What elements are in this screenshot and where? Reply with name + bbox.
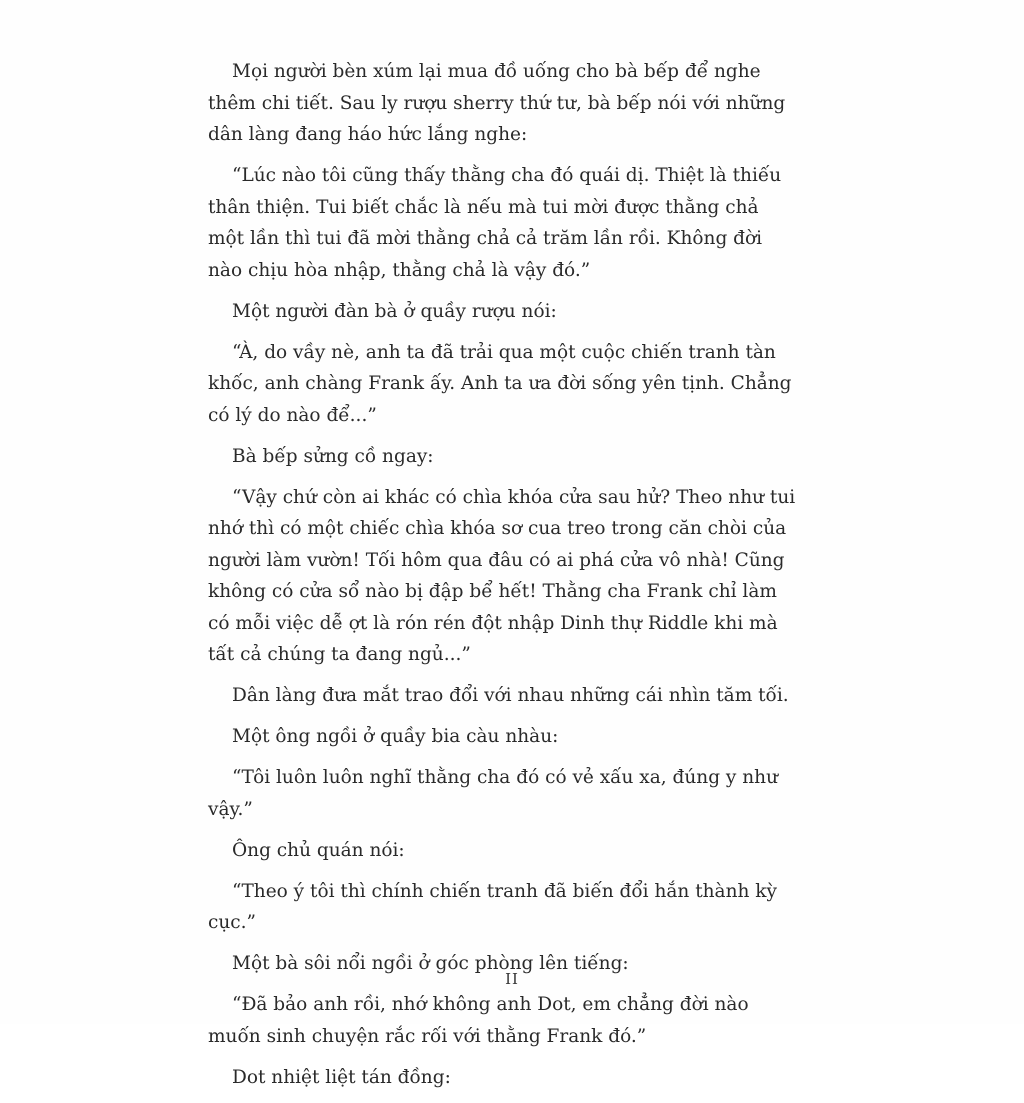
paragraph: Một bà sôi nổi ngồi ở góc phòng lên tiếng: <box>232 953 629 974</box>
paragraph: Một người đàn bà ở quầy rượu nói: <box>232 300 557 322</box>
paragraph: Dot nhiệt liệt tán đồng: <box>232 1066 451 1088</box>
paragraph: “Đã bảo anh rồi, nhớ không anh Dot, em chẳng đời nào muốn sinh chuyện rắc rối với thằng Frank đó.” <box>208 994 749 1047</box>
paragraph: “Theo ý tôi thì chính chiến tranh đã biến đổi hắn thành kỳ cục.” <box>208 880 777 933</box>
paragraph: “À, do vầy nè, anh ta đã trải qua một cuộc chiến tranh tàn khốc, anh chàng Frank ấy. Anh ta ưa đời sống yên tịnh. Chẳng có lý do nào để...” <box>208 341 792 426</box>
paragraph: “Tôi luôn luôn nghĩ thằng cha đó có vẻ xấu xa, đúng y như vậy.” <box>208 767 779 820</box>
paragraph: “Vậy chứ còn ai khác có chìa khóa cửa sau hử? Theo như tui nhớ thì có một chiếc chìa khóa sơ cua treo trong căn chòi của người làm vườn! Tối hôm qua đâu có ai phá cửa vô nhà! Cũng không có cửa sổ nào bị đập bể hết! Thằng cha Frank chỉ làm có mỗi việc dễ ợt là rón rén đột nhập Dinh thự Riddle khi mà tất cả chúng ta đang ngủ...” <box>208 486 796 665</box>
body-text <box>208 56 798 1103</box>
paragraph: Dân làng đưa mắt trao đổi với nhau những cái nhìn tăm tối. <box>232 685 789 706</box>
paragraph: “Lúc nào tôi cũng thấy thằng cha đó quái dị. Thiệt là thiếu thân thiện. Tui biết chắc là nếu mà tui mời được thằng chả một lần thì tui đã mời thằng chả cả trăm lần rồi. Không đời nào chịu hòa nhập, thằng chả là vậy đó.” <box>208 165 782 281</box>
paragraph: Một ông ngồi ở quầy bia càu nhàu: <box>232 726 559 747</box>
paragraph: Bà bếp sửng cồ ngay: <box>232 445 434 467</box>
paragraph: Ông chủ quán nói: <box>232 839 405 861</box>
page-number: II <box>505 970 519 988</box>
paragraph: Mọi người bèn xúm lại mua đồ uống cho bà bếp để nghe thêm chi tiết. Sau ly rượu sherry thứ tư, bà bếp nói với những dân làng đang háo hức lắng nghe: <box>208 61 786 145</box>
